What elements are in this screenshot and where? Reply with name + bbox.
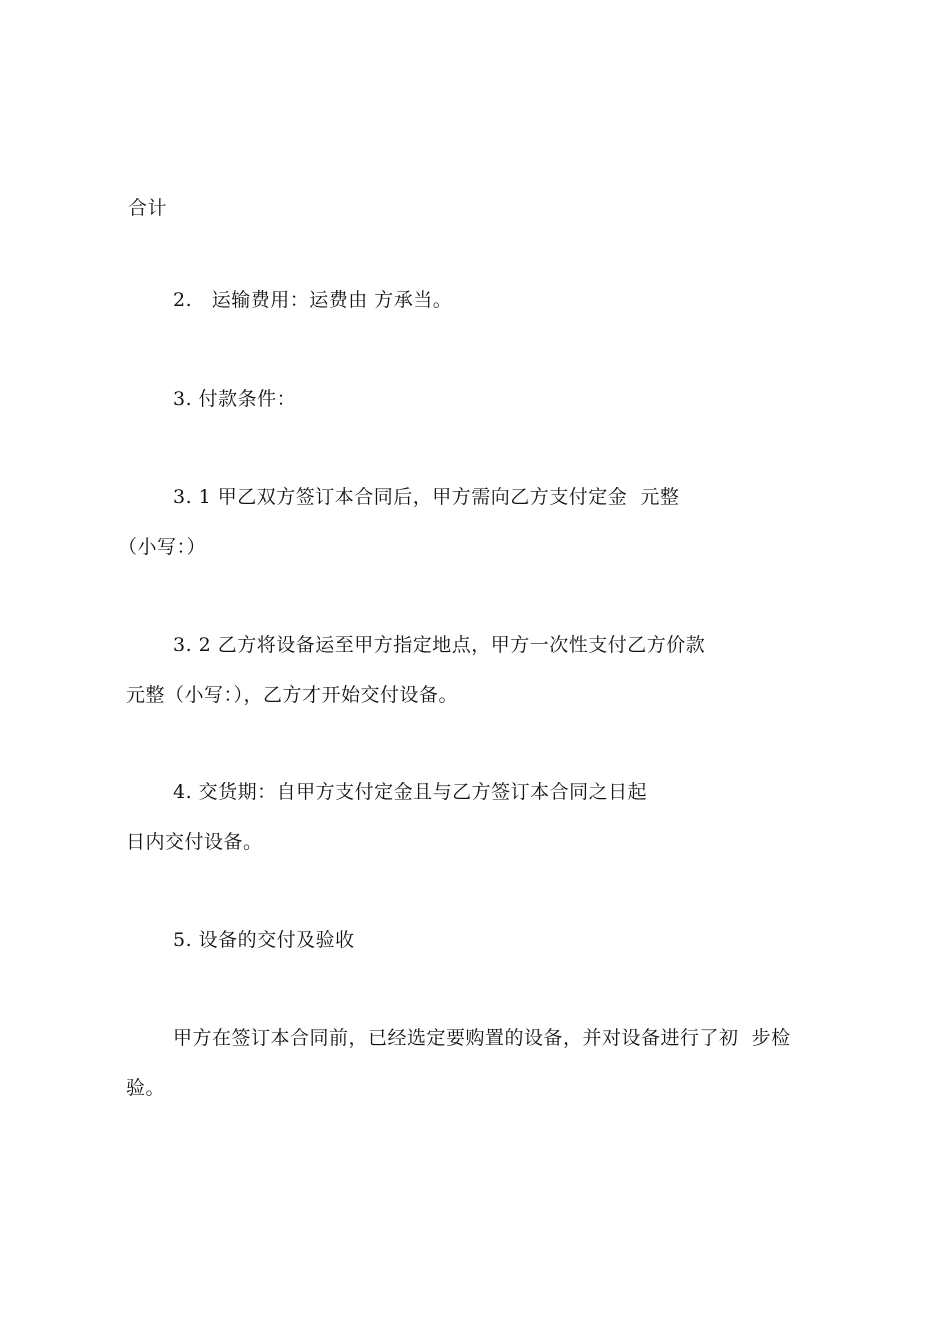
- clause-3-1-line-1: 3. 1 甲乙双方签订本合同后，甲方需向乙方支付定金 元整: [173, 486, 680, 508]
- clause-5-body-line-2: 验。: [126, 1077, 166, 1099]
- clause-4-line-2: 日内交付设备。: [126, 831, 263, 853]
- clause-3-1-line-2: （小写：）: [118, 536, 207, 558]
- clause-3-payment-terms: 3. 付款条件：: [173, 388, 297, 410]
- clause-4-line-1: 4. 交货期：自甲方支付定金且与乙方签订本合同之日起: [173, 781, 648, 803]
- clause-5-body-line-1: 甲方在签订本合同前，已经选定要购置的设备，并对设备进行了初 步检: [173, 1027, 791, 1049]
- clause-3-2-line-2: 元整（小写：），乙方才开始交付设备。: [126, 684, 459, 706]
- clause-3-2-line-1: 3. 2 乙方将设备运至甲方指定地点，甲方一次性支付乙方价款: [173, 634, 706, 656]
- clause-5-heading: 5. 设备的交付及验收: [173, 929, 355, 951]
- total-label: 合计: [128, 197, 168, 219]
- clause-2-transport-cost: 2. 运输费用：运费由 方承当。: [173, 289, 453, 311]
